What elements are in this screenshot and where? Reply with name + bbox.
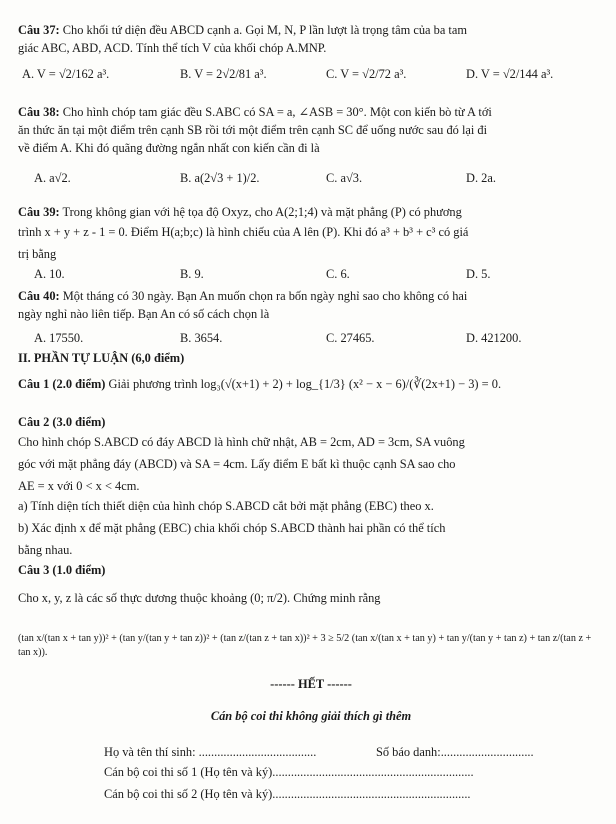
part2-title: II. PHẦN TỰ LUẬN (6,0 điểm) [18, 351, 185, 365]
q38-stem-3: về điểm A. Khi đó quãng đường ngắn nhất con kiến cần đi là [18, 141, 320, 155]
q39-option-a: A. 10. [34, 267, 65, 281]
proctor-note: Cán bộ coi thi không giải thích gì thêm [210, 709, 412, 723]
q40-option-c: C. 27465. [326, 331, 375, 345]
essay3-label: Câu 3 (1.0 điểm) [18, 563, 106, 577]
q38-stem [18, 104, 604, 120]
q39-option-d: D. 5. [466, 267, 491, 281]
q40-option-d: D. 421200. [466, 331, 522, 345]
q37-option-c: C. V = √2/72 a³. [326, 67, 407, 81]
q38-stem-2: ăn thức ăn tại một điểm trên cạnh SB rồi tới một điểm trên cạnh SC để uống nước sau đó lại đi [18, 123, 488, 137]
q38-text: Cho hình chóp tam giác đều S.ABC có SA = a, ∠ASB = 30°. Một con kiến bò từ A tới [59, 105, 492, 119]
q40-text: Một tháng có 30 ngày. Bạn An muốn chọn ra bốn ngày nghỉ sao cho không có hai [59, 289, 468, 303]
essay2-part-b: b) Xác định x để mặt phẳng (EBC) chia khối chóp S.ABCD thành hai phần có thể tích [18, 521, 446, 535]
essay1-label: Câu 1 (2.0 điểm) [18, 377, 106, 391]
q40-label: Câu 40: [18, 289, 60, 303]
q39-label: Câu 39: [18, 205, 60, 219]
q39-stem-3: trị bằng [18, 247, 57, 261]
q39-option-b: B. 9. [180, 267, 204, 281]
q37-option-b: B. V = 2√2/81 a³. [180, 67, 267, 81]
essay3-line-1: Cho x, y, z là các số thực dương thuộc khoảng (0; π/2). Chứng minh rằng [18, 591, 381, 605]
q37-option-d: D. V = √2/144 a³. [466, 67, 554, 81]
q39-text: Trong không gian với hệ tọa độ Oxyz, cho A(2;1;4) và mặt phẳng (P) có phương [59, 205, 462, 219]
essay2-line-3: AE = x với 0 < x < 4cm. [18, 479, 140, 493]
q38-label: Câu 38: [18, 105, 60, 119]
q39-stem-2: trình x + y + z - 1 = 0. Điểm H(a;b;c) là hình chiếu của A lên (P). Khi đó a³ + b³ + c³ có giá [18, 225, 469, 239]
q39-stem [18, 204, 604, 220]
essay2-label: Câu 2 (3.0 điểm) [18, 415, 106, 429]
essay2-part-a: a) Tính diện tích thiết diện của hình chóp S.ABCD cắt bởi mặt phẳng (EBC) theo x. [18, 499, 434, 513]
proctor-1-field: Cán bộ coi thi số 1 (Họ tên và ký)................................................................. [104, 765, 474, 779]
candidate-name-field: Họ và tên thí sinh: ...................................... [104, 745, 317, 759]
q38-option-c: C. a√3. [326, 171, 363, 185]
candidate-number-field: Số báo danh:.............................. [376, 745, 534, 759]
proctor-2-field: Cán bộ coi thi số 2 (Họ tên và ký)................................................................ [104, 787, 471, 801]
q37-label: Câu 37: [18, 23, 60, 37]
q39-option-c: C. 6. [326, 267, 350, 281]
end-marker: ------ HẾT ------ [270, 677, 352, 691]
q37-text: Cho khối tứ diện đều ABCD cạnh a. Gọi M, N, P lần lượt là trọng tâm của ba tam [59, 23, 468, 37]
q37-option-a: A. V = √2/162 a³. [22, 67, 110, 81]
q37-stem [18, 22, 604, 38]
essay1-text: Giải phương trình log₃(√(x+1) + 2) + log_{1/3} (x² − x − 6)/(∛(2x+1) − 3) = 0. [105, 377, 502, 391]
q38-option-b: B. a(2√3 + 1)/2. [180, 171, 260, 185]
q40-stem-2: ngày nghỉ nào liên tiếp. Bạn An có số cách chọn là [18, 307, 270, 321]
essay3-inequality: (tan x/(tan x + tan y))² + (tan y/(tan y + tan z))² + (tan z/(tan z + tan x))² + 3 ≥ 5/2 (tan x/(tan x + tan y) + tan y/(tan y + tan z) + tan z/(tan z + tan x)). [18, 633, 592, 658]
q38-option-d: D. 2a. [466, 171, 496, 185]
q37-stem-2: giác ABC, ABD, ACD. Tính thể tích V của khối chóp A.MNP. [18, 41, 327, 55]
q40-option-a: A. 17550. [34, 331, 84, 345]
q40-option-b: B. 3654. [180, 331, 223, 345]
q38-option-a: A. a√2. [34, 171, 71, 185]
essay1 [18, 376, 604, 392]
essay2-line-2: góc với mặt phẳng đáy (ABCD) và SA = 4cm. Lấy điểm E bất kì thuộc cạnh SA sao cho [18, 457, 456, 471]
q40-stem [18, 288, 604, 304]
essay2-line-1: Cho hình chóp S.ABCD có đáy ABCD là hình chữ nhật, AB = 2cm, AD = 3cm, SA vuông [18, 435, 465, 449]
essay2-part-b-2: bằng nhau. [18, 543, 73, 557]
